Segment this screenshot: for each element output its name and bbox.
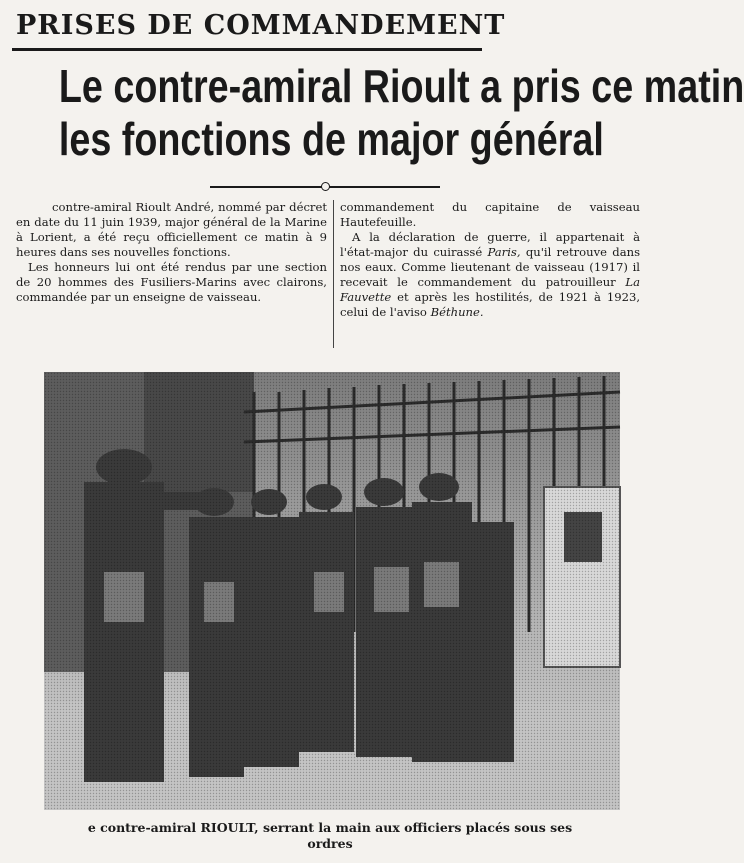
ship-name-fauvette: La Fauvette bbox=[340, 275, 640, 304]
headline-line-2: les fonctions de major général bbox=[58, 113, 604, 165]
photo-caption bbox=[20, 820, 640, 852]
headline bbox=[58, 60, 744, 166]
photo-halftone bbox=[44, 372, 620, 810]
column-rule bbox=[333, 200, 334, 348]
article-paragraph: contre-amiral Rioult André, nommé par décret en date du 11 juin 1939, major général de la Marine à Lorient, a été reçu officiellement ce matin à 9 heures dans ses nouvelles fonctions. bbox=[16, 200, 327, 259]
ship-name-paris: Paris, bbox=[487, 245, 521, 259]
text-run: qu'il retrouve dans nos eaux. Comme lieutenant de vaisseau (1917) il recevait le commandement du patrouilleur bbox=[340, 245, 641, 289]
article-paragraph: commandement du capitaine de vaisseau Hautefeuille. bbox=[340, 200, 640, 229]
ship-name-bethune: Béthune. bbox=[430, 305, 484, 319]
divider-ornament bbox=[321, 182, 330, 191]
article-paragraph: Les honneurs lui ont été rendus par une section de 20 hommes des Fusiliers-Marins avec clairons, commandée par un enseigne de vaisseau. bbox=[16, 260, 327, 304]
headline-line-1: Le contre-amiral Rioult a pris ce matin bbox=[58, 60, 744, 112]
caption-line-1: e contre-amiral RIOULT, serrant la main aux officiers placés sous ses bbox=[87, 820, 573, 835]
section-rubric bbox=[12, 6, 506, 51]
caption-line-2: ordres bbox=[307, 836, 353, 851]
article-column-left bbox=[16, 200, 327, 305]
text-run: A la déclaration de guerre, il appartenait à l'état-major du cuirassé bbox=[340, 230, 640, 259]
article-paragraph bbox=[340, 230, 640, 320]
article-column-right bbox=[340, 200, 640, 320]
rubric-title: PRISES DE COMMANDEMENT bbox=[16, 10, 506, 41]
news-photograph bbox=[44, 372, 620, 810]
text-run: et après les hostilités, de 1921 à 1923, celui de l'aviso bbox=[340, 290, 641, 319]
